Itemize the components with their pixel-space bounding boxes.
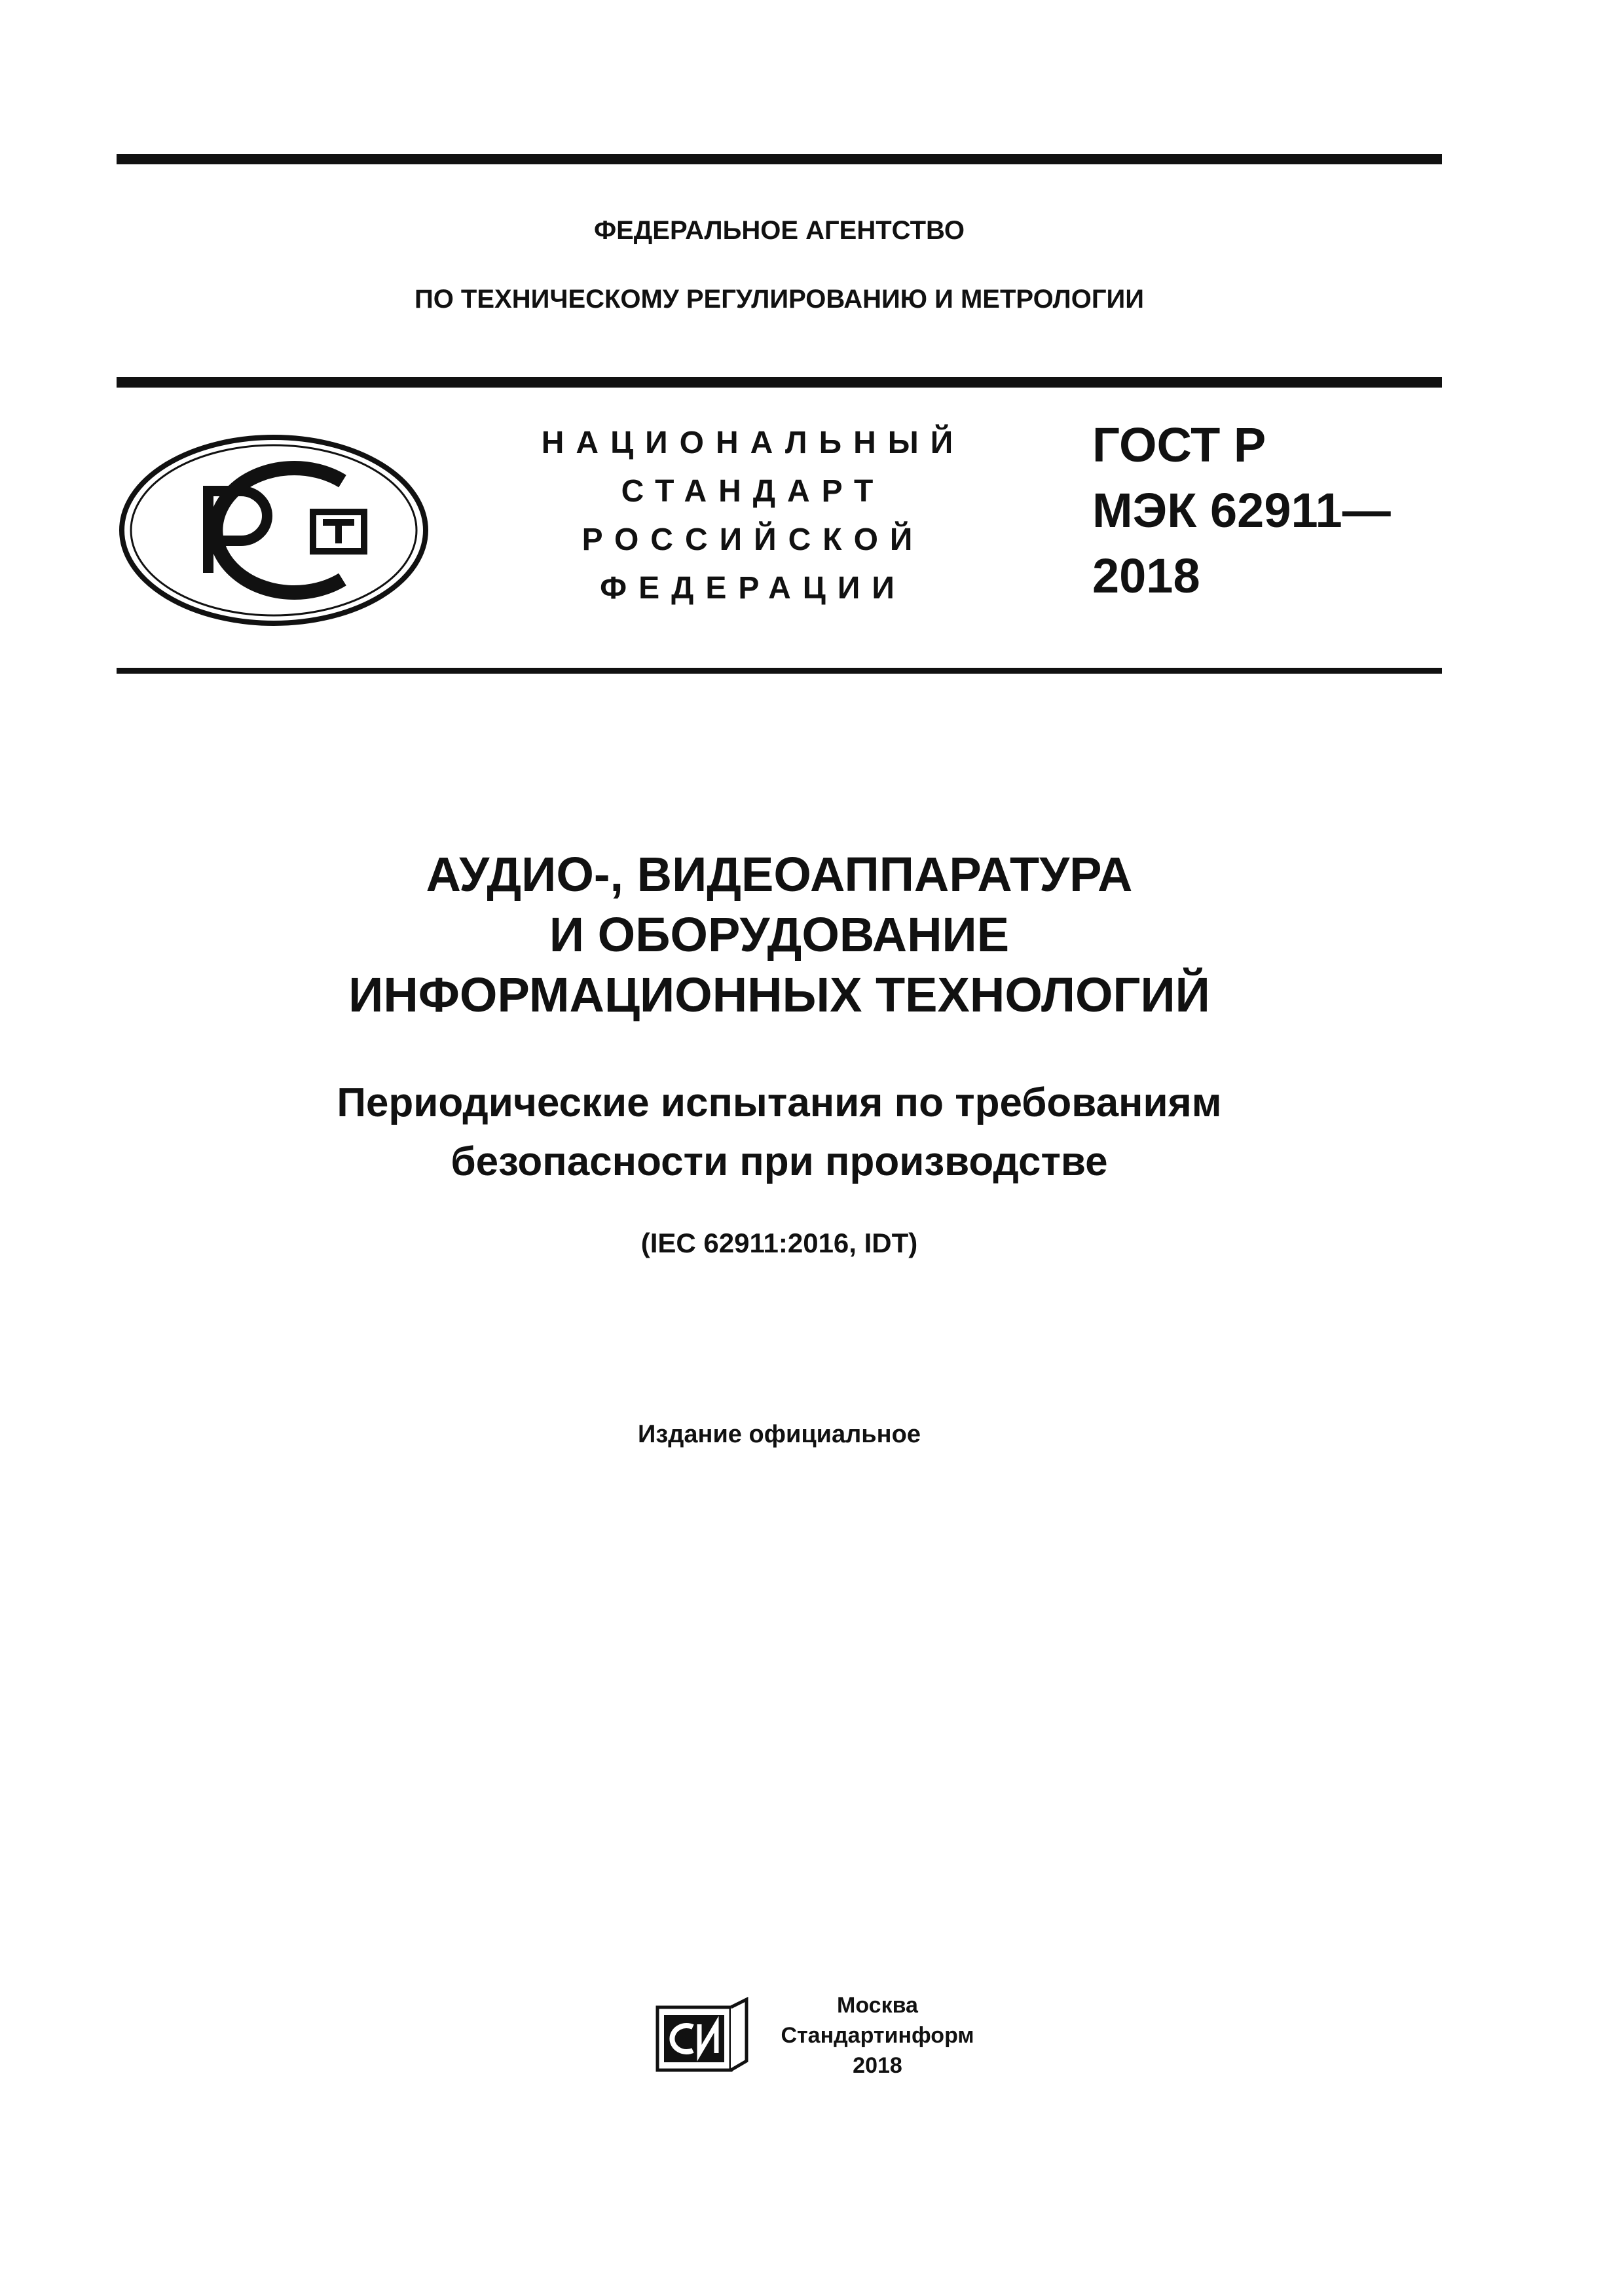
standartinform-logo-icon [655, 1997, 753, 2075]
document-subtitle [117, 1074, 1442, 1192]
document-title [117, 845, 1442, 1025]
subtitle-line-1: Периодические испытания по требованиям [337, 1080, 1222, 1125]
standard-designation [1092, 412, 1433, 609]
national-line-1: НАЦИОНАЛЬНЫЙ [541, 426, 965, 460]
designation-line-1: ГОСТ Р [1092, 418, 1266, 472]
designation-line-3: 2018 [1092, 549, 1200, 603]
agency-line-1: ФЕДЕРАЛЬНОЕ АГЕНТСТВО [593, 216, 965, 245]
middle-rule [117, 377, 1442, 388]
title-line-1: АУДИО-, ВИДЕОАППАРАТУРА [426, 847, 1133, 902]
agency-line-2: ПО ТЕХНИЧЕСКОМУ РЕГУЛИРОВАНИЮ И МЕТРОЛОГИИ [414, 285, 1145, 314]
rst-emblem-icon [117, 432, 431, 629]
publisher-block [766, 1990, 989, 2081]
national-line-4: ФЕДЕРАЦИИ [600, 571, 906, 606]
edition-label: Издание официальное [638, 1421, 921, 1448]
title-line-3: ИНФОРМАЦИОННЫХ ТЕХНОЛОГИЙ [348, 968, 1210, 1022]
publisher-year: 2018 [853, 2053, 902, 2078]
national-line-2: СТАНДАРТ [621, 474, 885, 509]
bottom-rule [117, 668, 1442, 674]
iec-reference: (IEC 62911:2016, IDT) [640, 1228, 918, 1258]
national-standard-label [517, 419, 989, 613]
top-rule [117, 154, 1442, 164]
national-line-3: РОССИЙСКОЙ [581, 522, 925, 557]
publisher-city: Москва [837, 1993, 918, 2018]
designation-line-2: МЭК 62911— [1092, 483, 1391, 538]
title-line-2: И ОБОРУДОВАНИЕ [549, 907, 1010, 962]
subtitle-line-2: безопасности при производстве [451, 1139, 1108, 1184]
publisher-name: Стандартинформ [781, 2023, 974, 2048]
